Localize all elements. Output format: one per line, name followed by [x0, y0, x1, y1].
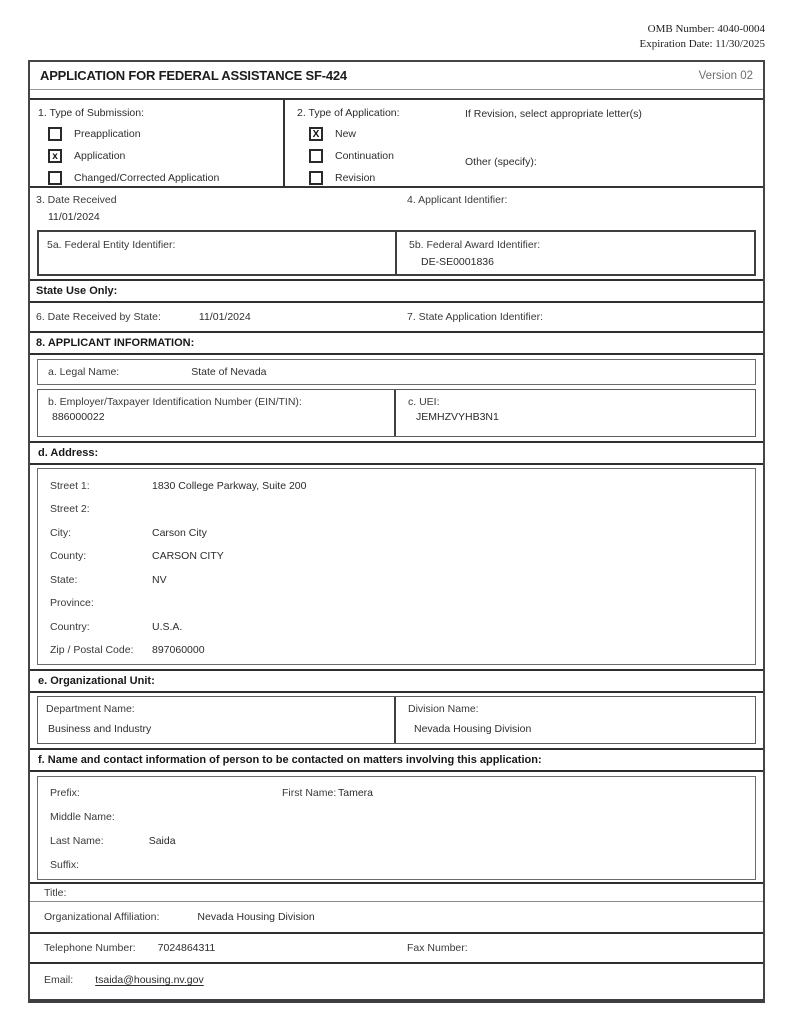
email-label: Email: [44, 974, 74, 986]
org-affiliation-value[interactable]: Nevada Housing Division [197, 911, 315, 923]
uei-value[interactable]: JEMHZVYHB3N1 [416, 411, 499, 423]
applicant-identifier-label: 4. Applicant Identifier: [407, 194, 508, 206]
division-label: Division Name: [408, 703, 479, 715]
last-name-label: Last Name: [50, 835, 104, 847]
date-received-label: 3. Date Received [36, 194, 117, 206]
section-1-2-row [30, 98, 763, 186]
preapplication-checkbox[interactable] [48, 127, 62, 141]
section-b-c-box [37, 389, 756, 437]
contact-name-box [37, 776, 756, 880]
department-label: Department Name: [46, 703, 135, 715]
preapplication-label: Preapplication [74, 128, 141, 140]
uei-label: c. UEI: [408, 396, 440, 408]
form-title-bar [30, 62, 763, 90]
zip-value[interactable]: 897060000 [152, 644, 205, 657]
city-label: City: [50, 526, 71, 539]
contact-header: f. Name and contact information of person to be contacted on matters involving this application: [30, 748, 763, 772]
country-label: Country: [50, 620, 90, 633]
street1-value[interactable]: 1830 College Parkway, Suite 200 [152, 479, 307, 492]
prefix-firstname-row [38, 781, 755, 805]
org-unit-header: e. Organizational Unit: [30, 669, 763, 693]
street1-label: Street 1: [50, 479, 90, 492]
email-value[interactable]: tsaida@housing.nv.gov [95, 974, 204, 986]
county-field [38, 545, 755, 569]
continuation-checkbox[interactable] [309, 149, 323, 163]
version-label: Version 02 [698, 69, 753, 82]
sf424-form [28, 60, 765, 1003]
legal-name-label: a. Legal Name: [48, 366, 120, 378]
applicant-identifier-field [395, 188, 763, 230]
continuation-option[interactable] [309, 145, 465, 167]
application-checkbox[interactable]: x [48, 149, 62, 163]
omb-expiration: Expiration Date: 11/30/2025 [639, 38, 765, 50]
revision-note: If Revision, select appropriate letter(s) [465, 108, 642, 120]
department-value[interactable]: Business and Industry [48, 723, 152, 735]
application-label: Application [74, 150, 126, 162]
contact-title-field [30, 882, 763, 902]
fax-field [395, 942, 763, 954]
country-value[interactable]: U.S.A. [152, 620, 183, 633]
division-value[interactable]: Nevada Housing Division [414, 723, 532, 735]
last-name-value[interactable]: Saida [148, 835, 176, 847]
legal-name-field [37, 359, 756, 385]
phone-fax-row [30, 934, 763, 964]
address-box [37, 468, 756, 665]
revision-checkbox[interactable] [309, 171, 323, 185]
type-of-application-options [297, 107, 465, 186]
section-5-box [37, 230, 756, 276]
changed-corrected-label: Changed/Corrected Application [74, 172, 220, 184]
preapplication-option[interactable] [48, 123, 283, 145]
type-of-application-label: 2. Type of Application: [297, 107, 400, 119]
federal-award-identifier-field [397, 232, 754, 274]
county-label: County: [50, 550, 87, 563]
date-received-by-state-label: 6. Date Received by State: [36, 311, 161, 323]
ein-field [38, 390, 396, 436]
telephone-value[interactable]: 7024864311 [157, 942, 216, 954]
middle-name-row [38, 805, 755, 829]
date-received-by-state-field [30, 311, 395, 323]
other-specify-label: Other (specify): [465, 156, 537, 168]
legal-name-value[interactable]: State of Nevada [191, 366, 267, 378]
province-label: Province: [50, 597, 94, 610]
type-of-submission-section [30, 100, 285, 186]
city-value[interactable]: Carson City [152, 526, 207, 539]
date-received-by-state-value[interactable]: 11/01/2024 [198, 311, 251, 323]
state-label: State: [50, 573, 78, 586]
continuation-label: Continuation [335, 150, 394, 162]
federal-entity-identifier-label: 5a. Federal Entity Identifier: [47, 239, 176, 251]
new-option[interactable] [309, 123, 465, 145]
section-6-7-row [30, 303, 763, 331]
state-application-identifier-label: 7. State Application Identifier: [407, 311, 544, 323]
first-name-label: First Name: [282, 787, 337, 799]
title-spacer [30, 90, 763, 98]
date-received-value[interactable]: 11/01/2024 [48, 211, 100, 223]
fax-label: Fax Number: [407, 942, 468, 954]
type-of-application-section [285, 100, 763, 186]
telephone-field [30, 942, 395, 954]
section-3-4-row [30, 186, 763, 230]
omb-block [640, 22, 765, 52]
uei-field [396, 390, 755, 436]
federal-award-identifier-value[interactable]: DE-SE0001836 [421, 256, 494, 268]
date-received-field [30, 188, 395, 230]
street2-field [38, 498, 755, 522]
ein-value[interactable]: 886000022 [52, 411, 105, 423]
ein-label: b. Employer/Taxpayer Identification Number (EIN/TIN): [48, 396, 302, 408]
new-label: New [335, 128, 357, 140]
federal-award-identifier-label: 5b. Federal Award Identifier: [409, 239, 541, 251]
province-field [38, 592, 755, 616]
state-application-identifier-field [395, 311, 763, 323]
state-value[interactable]: NV [152, 573, 167, 586]
zip-field [38, 639, 755, 663]
street2-label: Street 2: [50, 503, 90, 516]
suffix-row [38, 853, 755, 877]
state-field [38, 568, 755, 592]
revision-details-column [465, 107, 763, 186]
org-affiliation-label: Organizational Affiliation: [44, 911, 160, 923]
application-option[interactable] [48, 145, 283, 167]
country-field [38, 615, 755, 639]
address-header: d. Address: [30, 441, 763, 465]
middle-name-label: Middle Name: [50, 811, 115, 823]
changed-corrected-checkbox[interactable] [48, 171, 62, 185]
org-affiliation-field [30, 902, 763, 934]
street1-field [38, 474, 755, 498]
type-of-submission-label: 1. Type of Submission: [38, 107, 145, 119]
page-title: APPLICATION FOR FEDERAL ASSISTANCE SF-424 [40, 68, 347, 83]
department-field [38, 697, 396, 743]
division-field [396, 697, 755, 743]
email-field [30, 964, 763, 999]
telephone-label: Telephone Number: [44, 942, 136, 954]
federal-entity-identifier-field [39, 232, 397, 274]
applicant-information-header: 8. APPLICANT INFORMATION: [30, 331, 763, 355]
suffix-label: Suffix: [50, 859, 79, 871]
org-unit-box [37, 696, 756, 744]
county-value[interactable]: CARSON CITY [152, 550, 224, 563]
contact-title-label: Title: [44, 886, 67, 899]
omb-number: OMB Number: 4040-0004 [647, 23, 765, 35]
first-name-value[interactable]: Tamera [338, 787, 374, 799]
last-name-row [38, 829, 755, 853]
state-use-only-header: State Use Only: [30, 279, 763, 303]
zip-label: Zip / Postal Code: [50, 644, 134, 657]
revision-label: Revision [335, 172, 376, 184]
city-field [38, 521, 755, 545]
prefix-label: Prefix: [50, 787, 80, 799]
new-checkbox[interactable]: X [309, 127, 323, 141]
